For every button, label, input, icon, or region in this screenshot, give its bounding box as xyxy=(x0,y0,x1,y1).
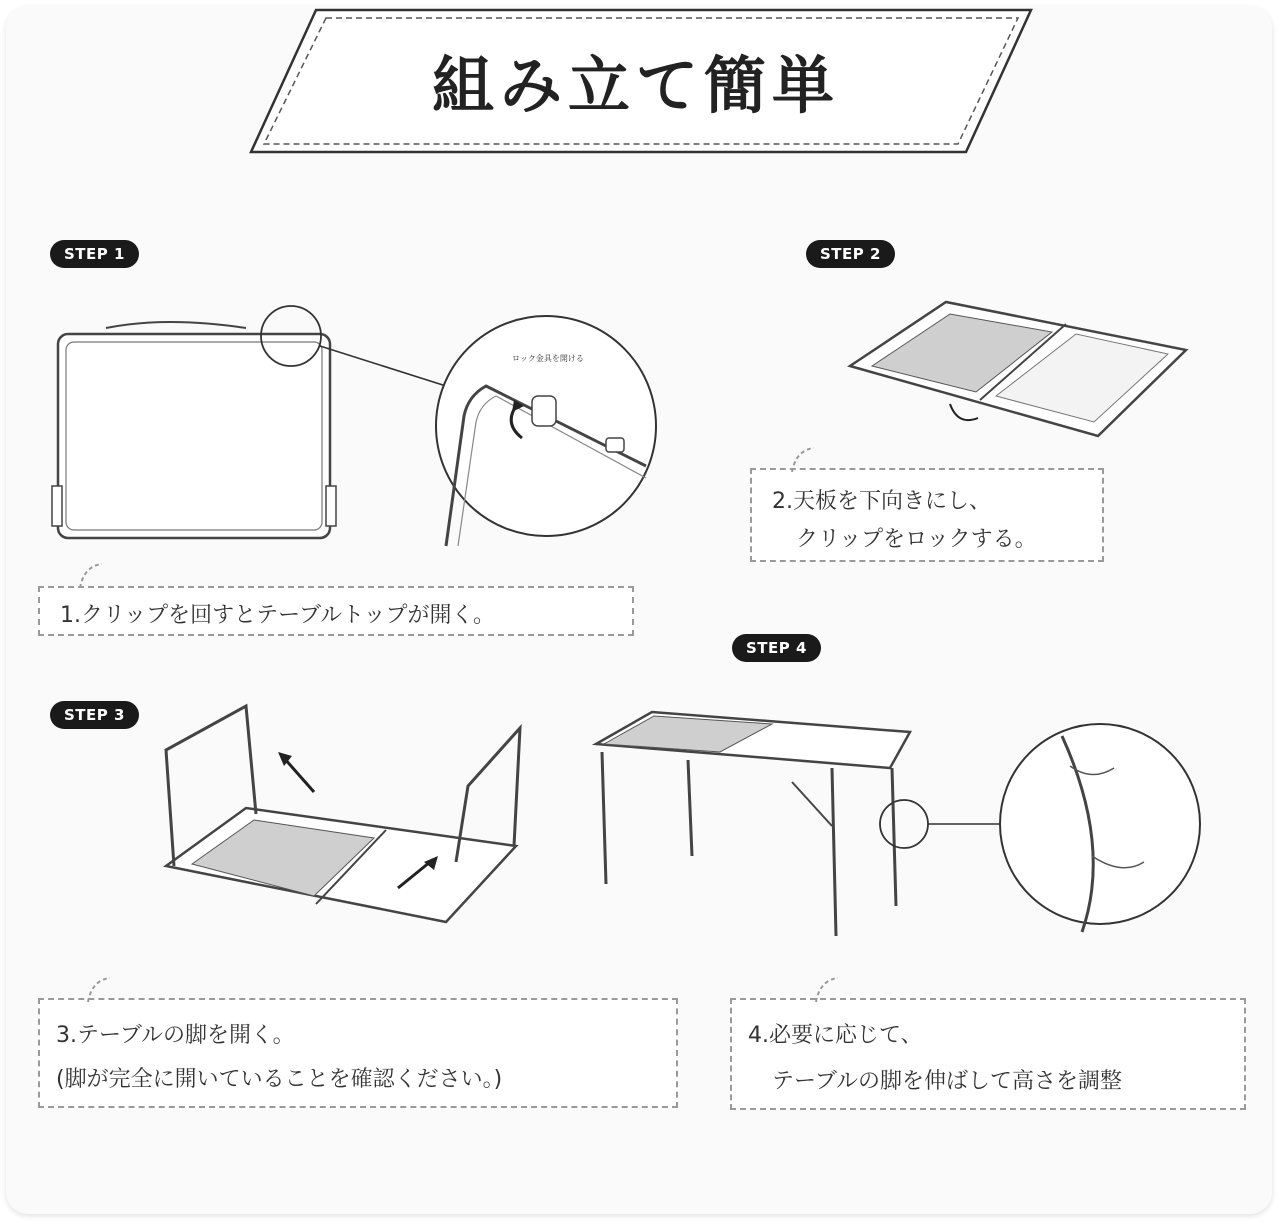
step-4-badge: STEP 4 xyxy=(732,634,821,662)
step-1-caption-tail xyxy=(76,562,106,590)
step-2-open-table-illustration xyxy=(846,296,1196,446)
step-4-caption-line-2: テーブルの脚を伸ばして高さを調整 xyxy=(772,1069,1123,1094)
step-1-badge: STEP 1 xyxy=(50,240,139,268)
step-1-folded-table-illustration xyxy=(46,306,666,546)
step-2-caption-tail xyxy=(788,446,818,474)
step-3-legs-open-illustration xyxy=(156,696,536,936)
step-4-caption-line-1: 4.必要に応じて、 xyxy=(748,1023,923,1048)
page-title: 組み立て簡単 xyxy=(431,49,840,122)
step-4-standing-table-illustration xyxy=(592,706,1262,956)
step-3-badge: STEP 3 xyxy=(50,701,139,729)
instruction-card xyxy=(6,6,1272,1214)
step-4-caption xyxy=(730,998,1246,1110)
step-2-badge: STEP 2 xyxy=(806,240,895,268)
step-3-caption-line-1: 3.テーブルの脚を開く。 xyxy=(56,1023,295,1048)
step-3-caption-line-2: (脚が完全に開いていることを確認ください。) xyxy=(56,1067,503,1092)
step-2-caption-line-1: 2.天板を下向きにし、 xyxy=(772,489,991,514)
step-3-caption-tail xyxy=(84,976,114,1004)
step-1-caption-line-1: 1.クリップを回すとテーブルトップが開く。 xyxy=(60,603,496,628)
lock-callout-label: ロック金具を開ける xyxy=(512,354,584,363)
step-3-caption xyxy=(38,998,678,1108)
step-1-caption xyxy=(38,586,634,636)
step-2-caption-line-2: クリップをロックする。 xyxy=(796,527,1037,552)
step-4-caption-tail xyxy=(812,976,842,1004)
step-2-caption xyxy=(750,468,1104,562)
